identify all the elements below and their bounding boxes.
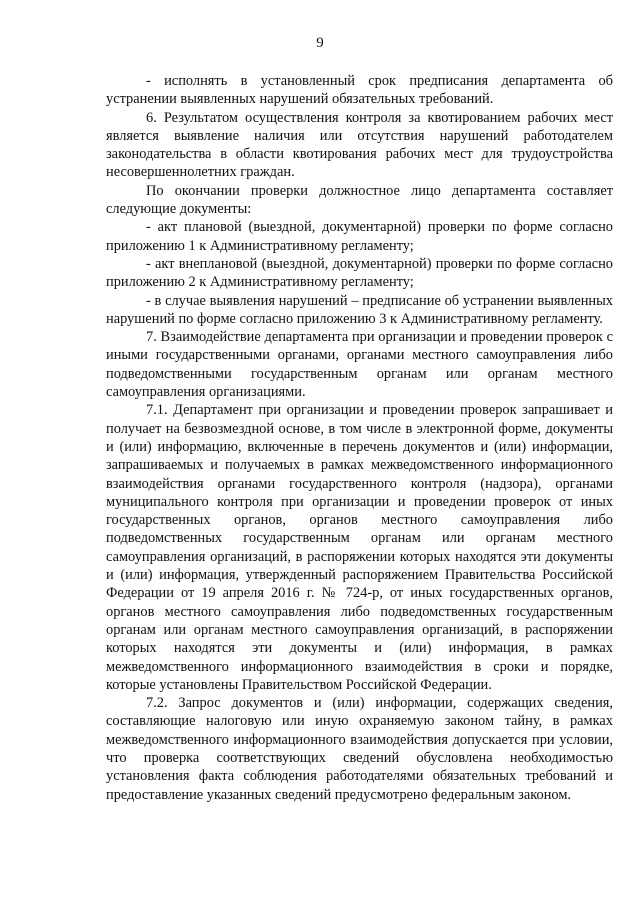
paragraph-7-interaction: 7. Взаимодействие департамента при организации и проведении проверок с иными государственными органами, органами местного самоуправления либо подведомственными государственным органам или органам местного самоуправления организациями.: [106, 329, 613, 401]
list-item-violation-order: - в случае выявления нарушений – предписание об устранении выявленных нарушений по форме согласно приложению 3 к Административному регламенту.: [106, 292, 613, 327]
list-item-unscheduled-inspection-act: - акт внеплановой (выездной, документарной) проверки по форме согласно приложению 2 к Административному регламенту;: [106, 255, 613, 291]
paragraph-7-2-secret-info: 7.2. Запрос документов и (или) информации, содержащих сведения, составляющие налоговую или иную охраняемую законом тайну, в рамках межведомственного информационного взаимодействия допускается при условии, что проверка соответствующих сведений обусловлена необходимостью установления факта соблюдения работодателями обязательных требований и предоставление указанных сведений предусмотрено федеральным законом.: [106, 695, 613, 803]
paragraph-7-1-requests: 7.1. Департамент при организации и проведении проверок запрашивает и получает на безвозмездной основе, в том числе в электронной форме, документы и (или) информацию, включенные в перечень документов и (или) информации, запрашиваемых и получаемых в рамках межведомственного информационного взаимодействия органами государственного контроля (надзора), органами муниципального контроля при организации и проведении проверок от иных государственных органов, органов местного самоуправления либо подведомственных государственным органам или органам местного самоуправления организаций, в распоряжении которых находятся эти документы и (или) информация, утвержденный распоряжением Правительства Российской Федерации от 19 апреля 2016 г. № 724-р, от иных государственных органов, органов местного самоуправления либо подведомственных государственным органам или органам местного самоуправления организаций, в распоряжении которых находятся эти документы и (или) информация, в рамках межведомственного информационного взаимодействия в сроки и порядке, которые установлены Правительством Российской Федерации.: [106, 402, 613, 693]
page-number: 9: [316, 35, 324, 51]
list-item-planned-inspection-act: - акт плановой (выездной, документарной) проверки по форме согласно приложению 1 к Административному регламенту;: [106, 219, 613, 254]
document-body: [106, 72, 613, 804]
paragraph-inspection-documents: По окончании проверки должностное лицо департамента составляет следующие документы:: [106, 182, 613, 218]
paragraph-execute-orders: - исполнять в установленный срок предписания департамента об устранении выявленных нарушений обязательных требований.: [106, 73, 613, 108]
paragraph-6-control-result: 6. Результатом осуществления контроля за квотированием рабочих мест является выявление наличия или отсутствия нарушений работодателем законодательства в области квотирования рабочих мест для трудоустройства несовершеннолетних граждан.: [106, 109, 613, 181]
